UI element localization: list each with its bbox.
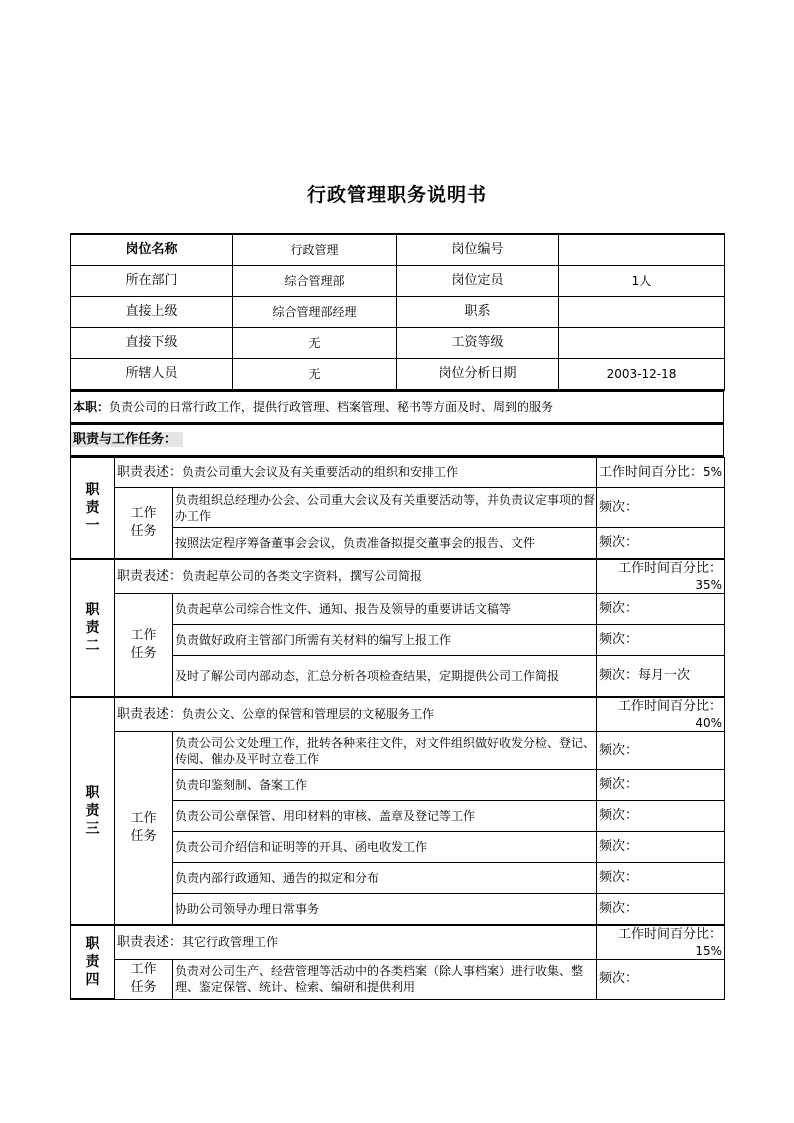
info-label: 岗位分析日期 <box>397 359 559 391</box>
percent-value: 35% <box>695 577 722 592</box>
info-label: 直接上级 <box>71 297 233 328</box>
section-header-cell <box>71 425 724 457</box>
task-row <box>71 488 725 528</box>
info-value <box>559 234 725 266</box>
task-text: 按照法定程序筹备董事会会议，负责准备拟提交董事会的报告、文件 <box>173 528 597 559</box>
task-text: 负责内部行政通知、通告的拟定和分布 <box>173 863 597 894</box>
info-value: 1人 <box>559 266 725 297</box>
duty-desc-row <box>71 559 725 594</box>
duty-label <box>71 925 115 1000</box>
task-row <box>71 959 725 999</box>
task-text: 负责对公司生产、经营管理等活动中的各类档案（除人事档案）进行收集、整理、鉴定保管、统计、检索、编研和提供利用 <box>173 959 597 999</box>
duty-description <box>115 559 597 594</box>
section-label: 职责与工作任务： <box>71 432 183 447</box>
duty-desc-row <box>71 458 725 488</box>
task-label <box>115 593 173 697</box>
info-label: 岗位名称 <box>71 234 233 266</box>
task-text: 负责组织总经理办公会、公司重大会议及有关重要活动等，并负责议定事项的督办工作 <box>173 488 597 528</box>
percent-label: 工作时间百分比： <box>617 699 722 714</box>
info-label: 岗位定员 <box>397 266 559 297</box>
task-frequency: 频次： <box>597 894 725 925</box>
percent-value: 5% <box>702 465 722 479</box>
info-row <box>71 266 725 297</box>
task-frequency: 频次： <box>597 624 725 655</box>
task-frequency: 频次： <box>597 770 725 801</box>
duty-desc-text: 负责起草公司的各类文字资料，撰写公司简报 <box>182 568 423 583</box>
info-value: 综合管理部 <box>233 266 397 297</box>
info-value <box>559 328 725 359</box>
task-label-text: 工作任务 <box>130 962 157 995</box>
duty-label <box>71 458 115 559</box>
duty-desc-text: 负责公司重大会议及有关重要活动的组织和安排工作 <box>182 465 459 479</box>
task-row <box>71 593 725 624</box>
task-frequency: 频次： <box>597 593 725 624</box>
info-table <box>70 233 725 391</box>
duty-desc-row <box>71 925 725 960</box>
duty-time-percent <box>597 697 725 732</box>
benzhi-row <box>71 392 724 424</box>
task-label-text: 工作任务 <box>130 505 157 539</box>
info-row <box>71 234 725 266</box>
task-text: 协助公司领导办理日常事务 <box>173 894 597 925</box>
duty-desc-prefix: 职责表述： <box>117 934 183 950</box>
percent-label: 工作时间百分比： <box>617 560 722 576</box>
info-row <box>71 359 725 391</box>
info-value: 无 <box>233 328 397 359</box>
percent-value: 40% <box>695 716 722 730</box>
info-label: 所辖人员 <box>71 359 233 391</box>
duty-description <box>115 925 597 960</box>
task-label-text: 工作任务 <box>130 627 157 661</box>
benzhi-label: 本职： <box>73 400 110 414</box>
section-header-row <box>71 425 724 457</box>
percent-label: 工作时间百分比： <box>598 465 703 480</box>
task-frequency: 频次： <box>597 832 725 863</box>
duty-desc-prefix: 职责表述： <box>117 568 183 584</box>
duty-desc-text: 其它行政管理工作 <box>182 934 279 949</box>
task-frequency: 频次：每月一次 <box>597 655 725 697</box>
duty-label-text: 职责三 <box>85 784 100 837</box>
info-label: 直接下级 <box>71 328 233 359</box>
percent-value: 15% <box>695 943 722 958</box>
duty-desc-row <box>71 697 725 732</box>
duty-desc-prefix: 职责表述： <box>117 465 183 480</box>
duty-description <box>115 458 597 488</box>
job-description-sheet <box>70 233 724 1000</box>
info-label: 职系 <box>397 297 559 328</box>
info-label: 岗位编号 <box>397 234 559 266</box>
info-value <box>559 297 725 328</box>
info-label: 所在部门 <box>71 266 233 297</box>
duty-label-text: 职责一 <box>85 481 100 534</box>
task-text: 及时了解公司内部动态，汇总分析各项检查结果，定期提供公司工作简报 <box>173 655 597 697</box>
duties-table <box>70 457 725 1000</box>
info-row <box>71 297 725 328</box>
percent-label: 工作时间百分比： <box>617 926 722 942</box>
duty-desc-text: 负责公文、公章的保管和管理层的文秘服务工作 <box>182 707 435 721</box>
task-text: 负责做好政府主管部门所需有关材料的编写上报工作 <box>173 624 597 655</box>
task-text: 负责公司公文处理工作，批转各种来往文件，对文件组织做好收发分检、登记、传阅、催办及平时立卷工作 <box>173 732 597 770</box>
task-text: 负责公司公章保管、用印材料的审核、盖章及登记等工作 <box>173 801 597 832</box>
task-text: 负责印鉴刻制、备案工作 <box>173 770 597 801</box>
info-value: 行政管理 <box>233 234 397 266</box>
duty-description <box>115 697 597 732</box>
page-title: 行政管理职务说明书 <box>306 184 487 206</box>
task-label <box>115 959 173 999</box>
duty-label-text: 职责四 <box>85 935 100 988</box>
task-label <box>115 732 173 925</box>
duty-time-percent <box>597 925 725 960</box>
task-label-text: 工作任务 <box>130 810 157 844</box>
task-frequency: 频次： <box>597 732 725 770</box>
info-value: 无 <box>233 359 397 391</box>
task-frequency: 频次： <box>597 959 725 999</box>
benzhi-table <box>70 391 724 424</box>
duty-label <box>71 559 115 698</box>
duty-time-percent <box>597 458 725 488</box>
info-row <box>71 328 725 359</box>
section-header-table <box>70 424 724 457</box>
duty-label-text: 职责二 <box>85 601 100 654</box>
benzhi-cell <box>71 392 724 424</box>
task-frequency: 频次： <box>597 528 725 559</box>
duty-desc-prefix: 职责表述： <box>117 707 183 722</box>
benzhi-text: 负责公司的日常行政工作，提供行政管理、档案管理、秘书等方面及时、周到的服务 <box>109 400 554 414</box>
task-label <box>115 488 173 559</box>
task-text: 负责公司介绍信和证明等的开具、函电收发工作 <box>173 832 597 863</box>
info-value: 综合管理部经理 <box>233 297 397 328</box>
duty-label <box>71 697 115 925</box>
task-frequency: 频次： <box>597 488 725 528</box>
info-value: 2003-12-18 <box>559 359 725 391</box>
duty-time-percent <box>597 559 725 594</box>
task-text: 负责起草公司综合性文件、通知、报告及领导的重要讲话文稿等 <box>173 593 597 624</box>
task-frequency: 频次： <box>597 801 725 832</box>
task-frequency: 频次： <box>597 863 725 894</box>
task-row <box>71 732 725 770</box>
info-label: 工资等级 <box>397 328 559 359</box>
